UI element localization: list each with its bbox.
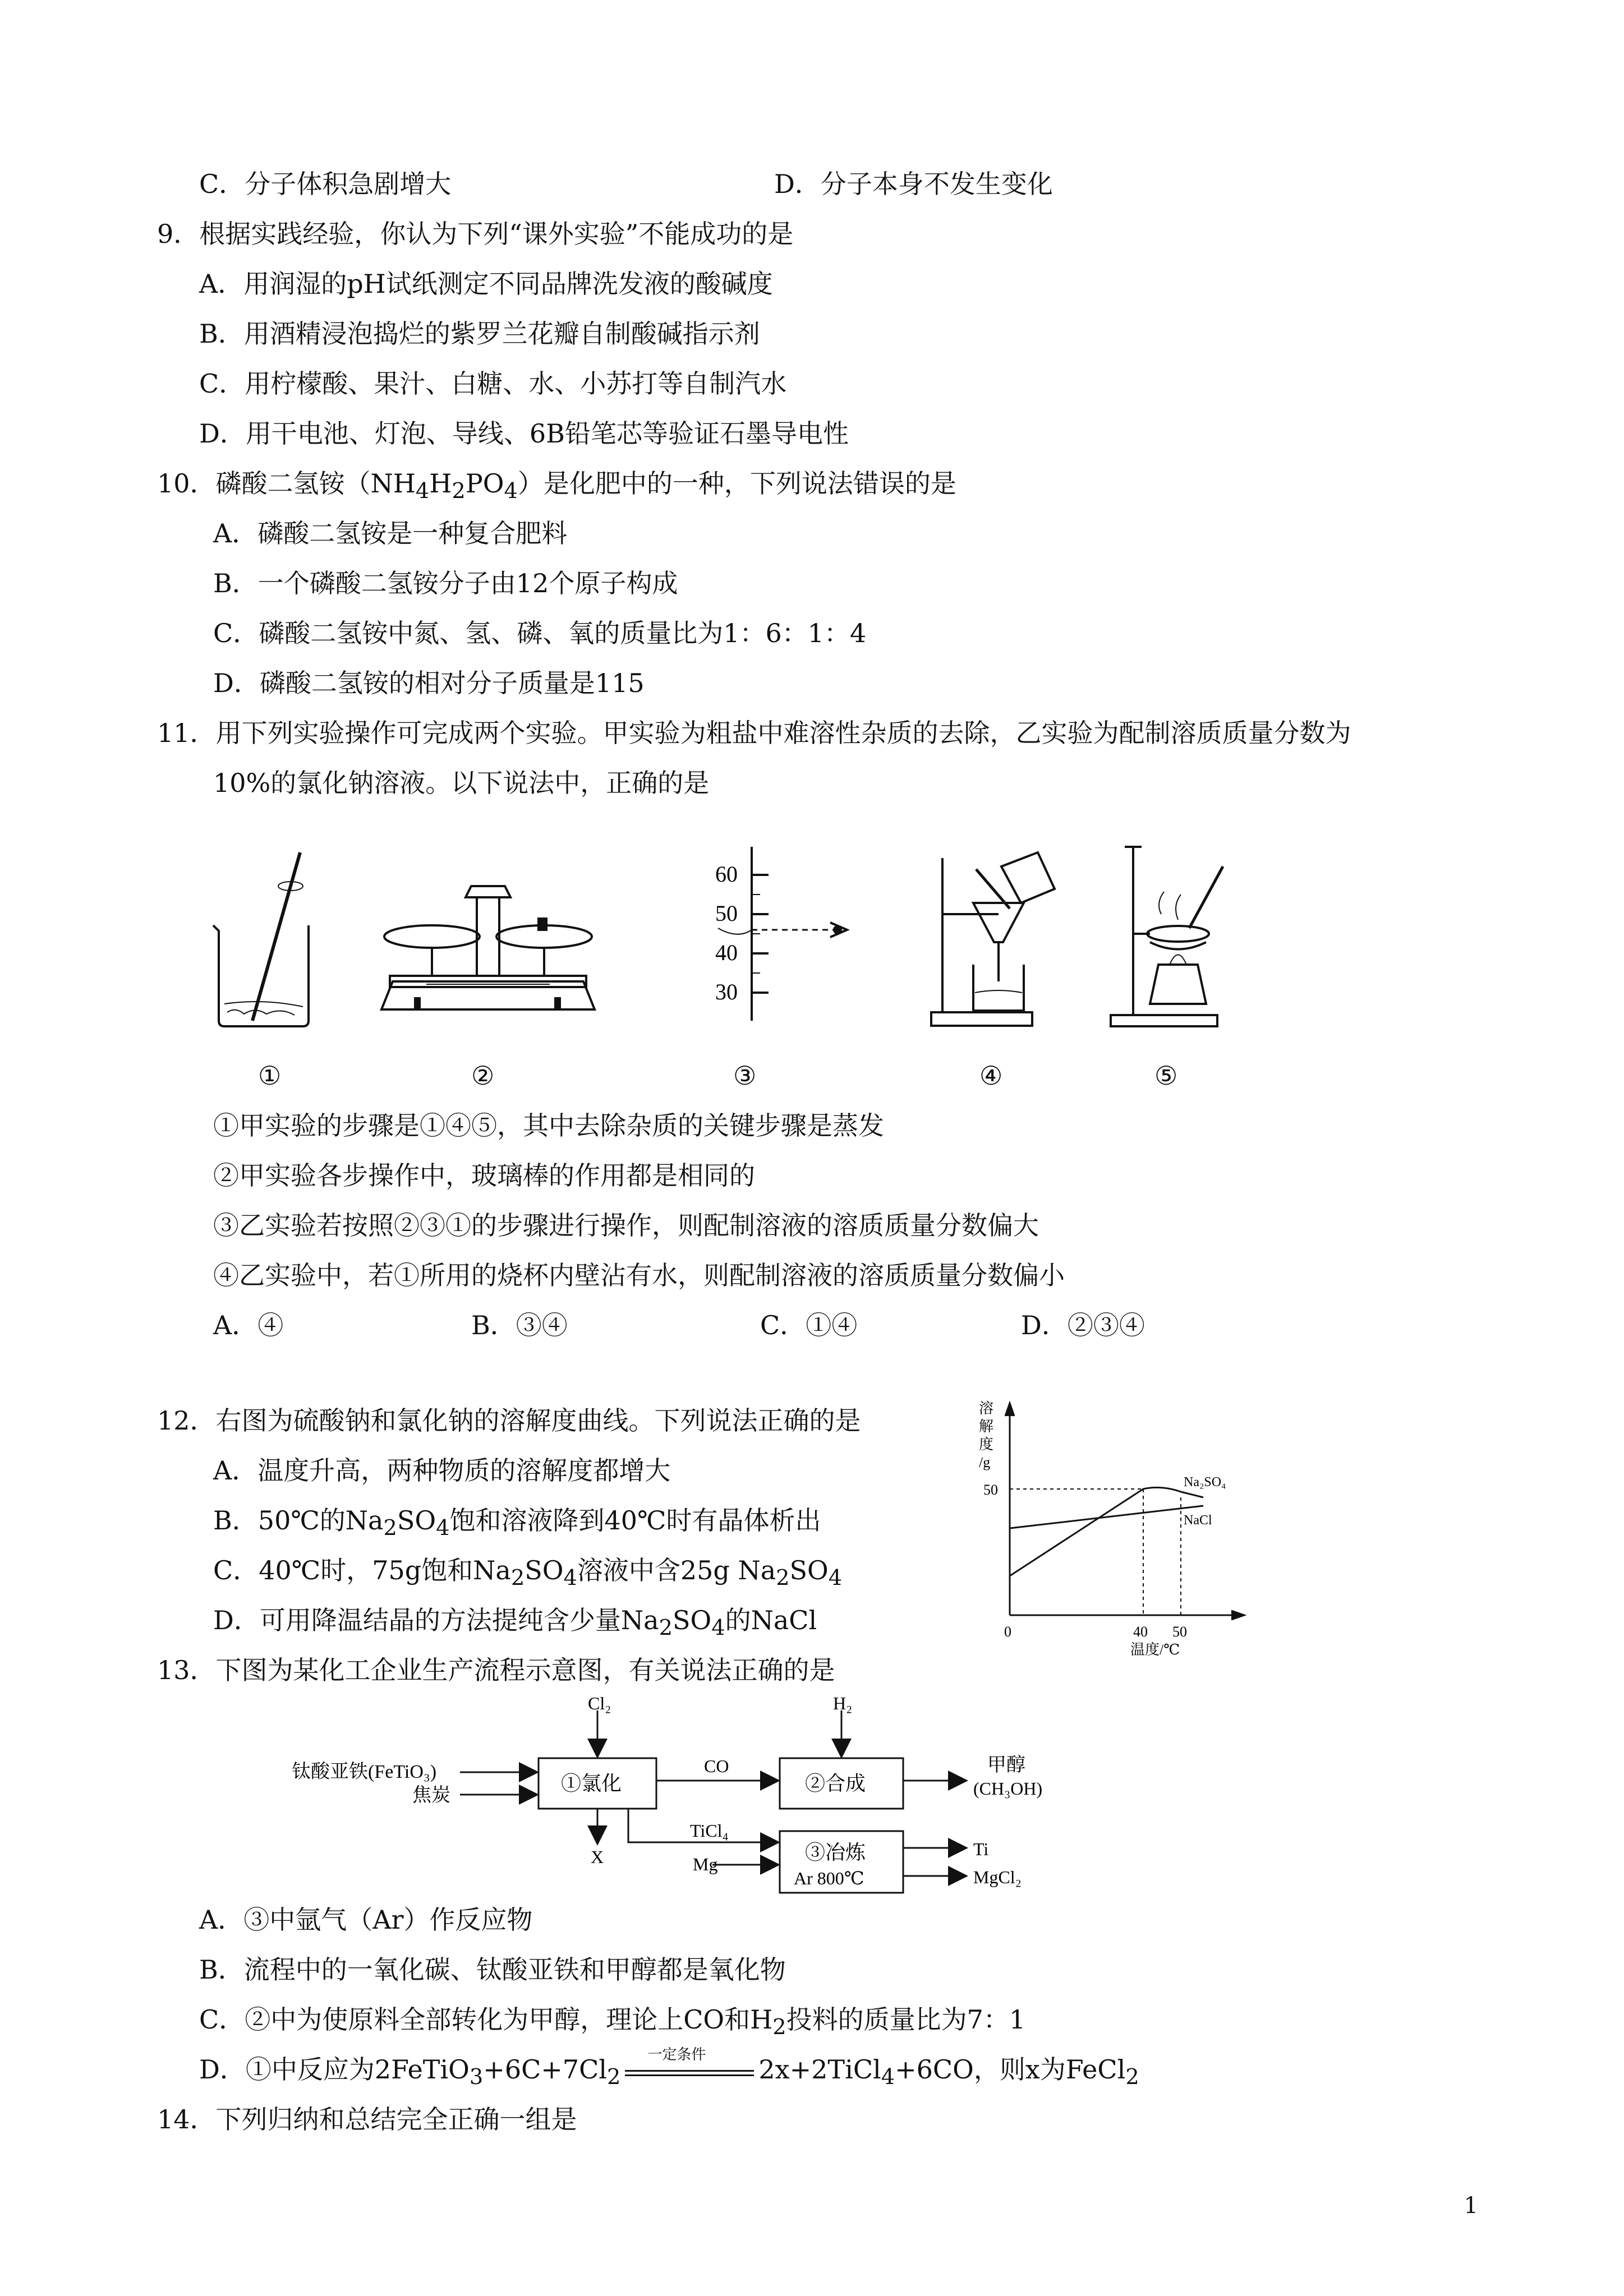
nacl-curve [1010,1506,1203,1528]
q8-option-c: C．分子体积急剧增大 [199,169,452,199]
q12-option-d: D．可用降温结晶的方法提纯含少量$Na_2SO_4$的NaCl [213,1605,817,1641]
q12-stem: 12．右图为硫酸钠和氯化钠的溶解度曲线。下列说法正确的是 [157,1405,861,1436]
q13-stem: 13．下图为某化工企业生产流程示意图，有关说法正确的是 [157,1655,835,1685]
flow-input-fetio3: 钛酸亚铁(FeTiO₃) [292,1762,437,1782]
q13-option-c: C．②中为使原料全部转化为甲醇，理论上CO和$H_2$投料的质量比为7：1 [199,2004,1026,2040]
flow-box3-cond: Ar 800℃ [794,1868,864,1888]
q11-stem-line2: 10%的氯化钠溶液。以下说法中，正确的是 [213,768,710,798]
cyl-tick-50: 50 [715,901,738,926]
fig-label-5: ⑤ [1154,1061,1178,1091]
graph-y50: 50 [983,1482,998,1498]
q12-option-c: C．40℃时，75g饱和$Na_2SO_4$溶液中含25g $Na_2SO_4$ [213,1555,843,1591]
flow-out-methanol-formula: (CH₃OH) [973,1778,1043,1799]
reaction-condition-arrow: 一定条件 [625,2058,754,2086]
flow-co: CO [704,1756,729,1776]
q11-statement-3: ③乙实验若按照②③①的步骤进行操作，则配制溶液的溶质质量分数偏大 [213,1210,1039,1241]
balance-scale-icon [381,886,595,1009]
flow-mg: Mg [693,1854,718,1874]
graph-ylabel-1: 溶 [979,1400,994,1417]
cyl-tick-40: 40 [715,940,738,965]
graph-x50: 50 [1172,1624,1187,1640]
flow-input-coke: 焦炭 [412,1785,450,1806]
flow-h2: H₂ [833,1693,853,1713]
q9-option-d: D．用干电池、灯泡、导线、6B铅笔芯等验证石墨导电性 [199,418,849,449]
graph-ylabel-2: 解 [979,1418,994,1435]
cyl-tick-30: 30 [715,979,738,1004]
q9-option-c: C．用柠檬酸、果汁、白糖、水、小苏打等自制汽水 [199,368,787,399]
q9-stem: 9．根据实践经验，你认为下列“课外实验”不能成功的是 [157,219,794,249]
flow-box3-label: ③冶炼 [805,1841,866,1864]
q13-option-b: B．流程中的一氧化碳、钛酸亚铁和甲醇都是氧化物 [199,1954,786,1985]
solubility-curve-graph [965,1391,1257,1658]
q14-stem: 14．下列归纳和总结完全正确一组是 [157,2104,577,2134]
q11-option-a: A．④ [213,1310,284,1340]
q11-option-c: C．①④ [760,1310,858,1340]
q11-option-b: B．③④ [471,1310,568,1340]
q11-option-d: D．②③④ [1021,1310,1145,1340]
fig-label-3: ③ [733,1061,757,1091]
flow-box2-label: ②合成 [805,1772,866,1795]
beaker-stirring-icon [213,852,309,1026]
graph-xlabel: 温度/℃ [1130,1642,1180,1658]
q10-option-c: C．磷酸二氢铵中氮、氢、磷、氧的质量比为1：6：1：4 [213,618,867,648]
q9-option-a: A．用润湿的pH试纸测定不同品牌洗发液的酸碱度 [199,269,773,299]
cyl-tick-60: 60 [715,861,738,887]
flow-cl2: Cl₂ [588,1693,611,1713]
flow-out-ti: Ti [973,1839,989,1859]
flow-x: X [591,1847,604,1867]
na2so4-curve [1010,1487,1203,1576]
q13-option-a: A．③中氩气（Ar）作反应物 [199,1905,533,1935]
q11-statement-4: ④乙实验中，若①所用的烧杯内壁沾有水，则配制溶液的溶质质量分数偏小 [213,1260,1065,1290]
graph-ylabel-4: /g [979,1454,991,1470]
q11-statement-2: ②甲实验各步操作中，玻璃棒的作用都是相同的 [213,1160,755,1191]
fig-label-1: ① [258,1061,282,1091]
flow-box1-label: ①氯化 [561,1772,622,1795]
filtration-setup-icon [931,852,1055,1026]
q12-option-b: B．50℃的$Na_2SO_4$饱和溶液降到40℃时有晶体析出 [213,1505,821,1541]
fig-label-4: ④ [979,1061,1003,1091]
na2so4-label: Na₂SO₄ [1184,1475,1226,1490]
q10-option-b: B．一个磷酸二氢铵分子由12个原子构成 [213,568,678,598]
flow-out-methanol: 甲醇 [987,1755,1025,1776]
q11-statement-1: ①甲实验的步骤是①④⑤，其中去除杂质的关键步骤是蒸发 [213,1110,884,1141]
graph-x40: 40 [1133,1624,1148,1640]
fig-label-2: ② [471,1061,495,1091]
q8-option-d: D．分子本身不发生变化 [774,169,1053,199]
flow-ticl4: TiCl₄ [690,1820,729,1841]
graph-ylabel-3: 度 [979,1436,994,1453]
nacl-label: NaCl [1184,1513,1212,1528]
q10-stem: 10．磷酸二氢铵$(NH_4H_2PO_4)$是化肥中的一种，下列说法错误的是 [157,468,956,504]
q10-option-d: D．磷酸二氢铵的相对分子质量是115 [213,668,645,698]
evaporation-setup-icon [1111,847,1223,1026]
q13-option-d: D．①中反应为$2FeTiO_3+6C+7Cl_2$ 一定条件 2x+2TiCl$_4$+6CO，则x为FeCl$_2$ [199,2046,1139,2090]
q11-stem-line1: 11．用下列实验操作可完成两个实验。甲实验为粗盐中难溶性杂质的去除，乙实验为配制溶质质量分数为 [157,718,1351,748]
graph-x0: 0 [1004,1624,1011,1640]
flow-out-mgcl2: MgCl₂ [973,1867,1022,1887]
page-number: 1 [1464,2193,1478,2219]
lab-apparatus-figure [202,836,1301,1094]
q9-option-b: B．用酒精浸泡捣烂的紫罗兰花瓣自制酸碱指示剂 [199,319,760,349]
q12-option-a: A．温度升高，两种物质的溶解度都增大 [213,1455,671,1486]
process-flow-diagram [280,1693,1122,1888]
q10-option-a: A．磷酸二氢铵是一种复合肥料 [213,518,568,548]
